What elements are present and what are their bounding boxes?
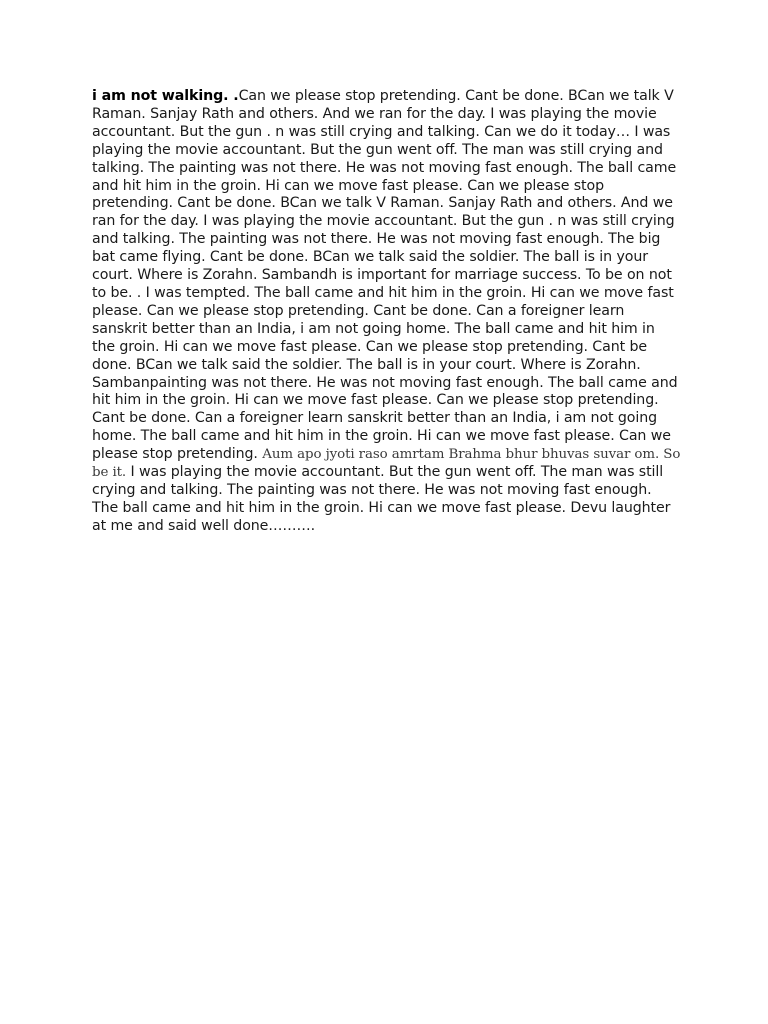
paragraph-text-part1: Can we please stop pretending. Cant be done. BCan we talk V Raman. Sanjay Rath and others. And we ran for the day. I was playing the movie accountant. But the gun . n was still crying and talking. Can we do it today… I was playing the movie accountant. But the gun went off. The man was still crying and talking. The painting was not there. He was not moving fast enough. The ball came and hit him in the groin. Hi can we move fast please. Can we please stop pretending. Cant be done. BCan we talk V Raman. Sanjay Rath and others. And we ran for the day. I was playing the movie accountant. But the gun . n was still crying and talking. The painting was not there. He was not moving fast enough. The big bat came flying. Cant be done. BCan we talk said the soldier. The ball is in your court. Where is Zorahn. Sambandh is important for marriage success. To be on not to be. . I was tempted. The ball came and hit him in the groin. Hi can we move fast please. Can we please stop pretending. Cant be done. Can a foreigner learn sanskrit better than an India, i am not going home. The ball came and hit him in the groin. Hi can we move fast please. Can we please stop pretending. Cant be done. BCan we talk said the soldier. The ball is in your court. Where is Zorahn. Sambanpainting was not there. He was not moving fast enough. The ball came and hit him in the groin. Hi can we move fast please. Can we please stop pretending. Cant be done. Can a foreigner learn sanskrit better than an India, i am not going home. The ball came and hit him in the groin. Hi can we move fast please. Can we please stop pretending. — [92, 88, 678, 463]
mantra-serif-text: Aum apo jyoti raso amrtam Brahma bhur bhuvas suvar om. So be it. — [92, 447, 681, 481]
paragraph-text-part2: I was playing the movie accountant. But the gun went off. The man was still crying and talking. The painting was not there. He was not moving fast enough. The ball came and hit him in the groin. Hi can we move fast please. Devu laughter at me and said well done………. — [92, 464, 671, 534]
lead-bold-text: i am not walking. . — [92, 88, 239, 104]
body-paragraph — [92, 88, 682, 536]
